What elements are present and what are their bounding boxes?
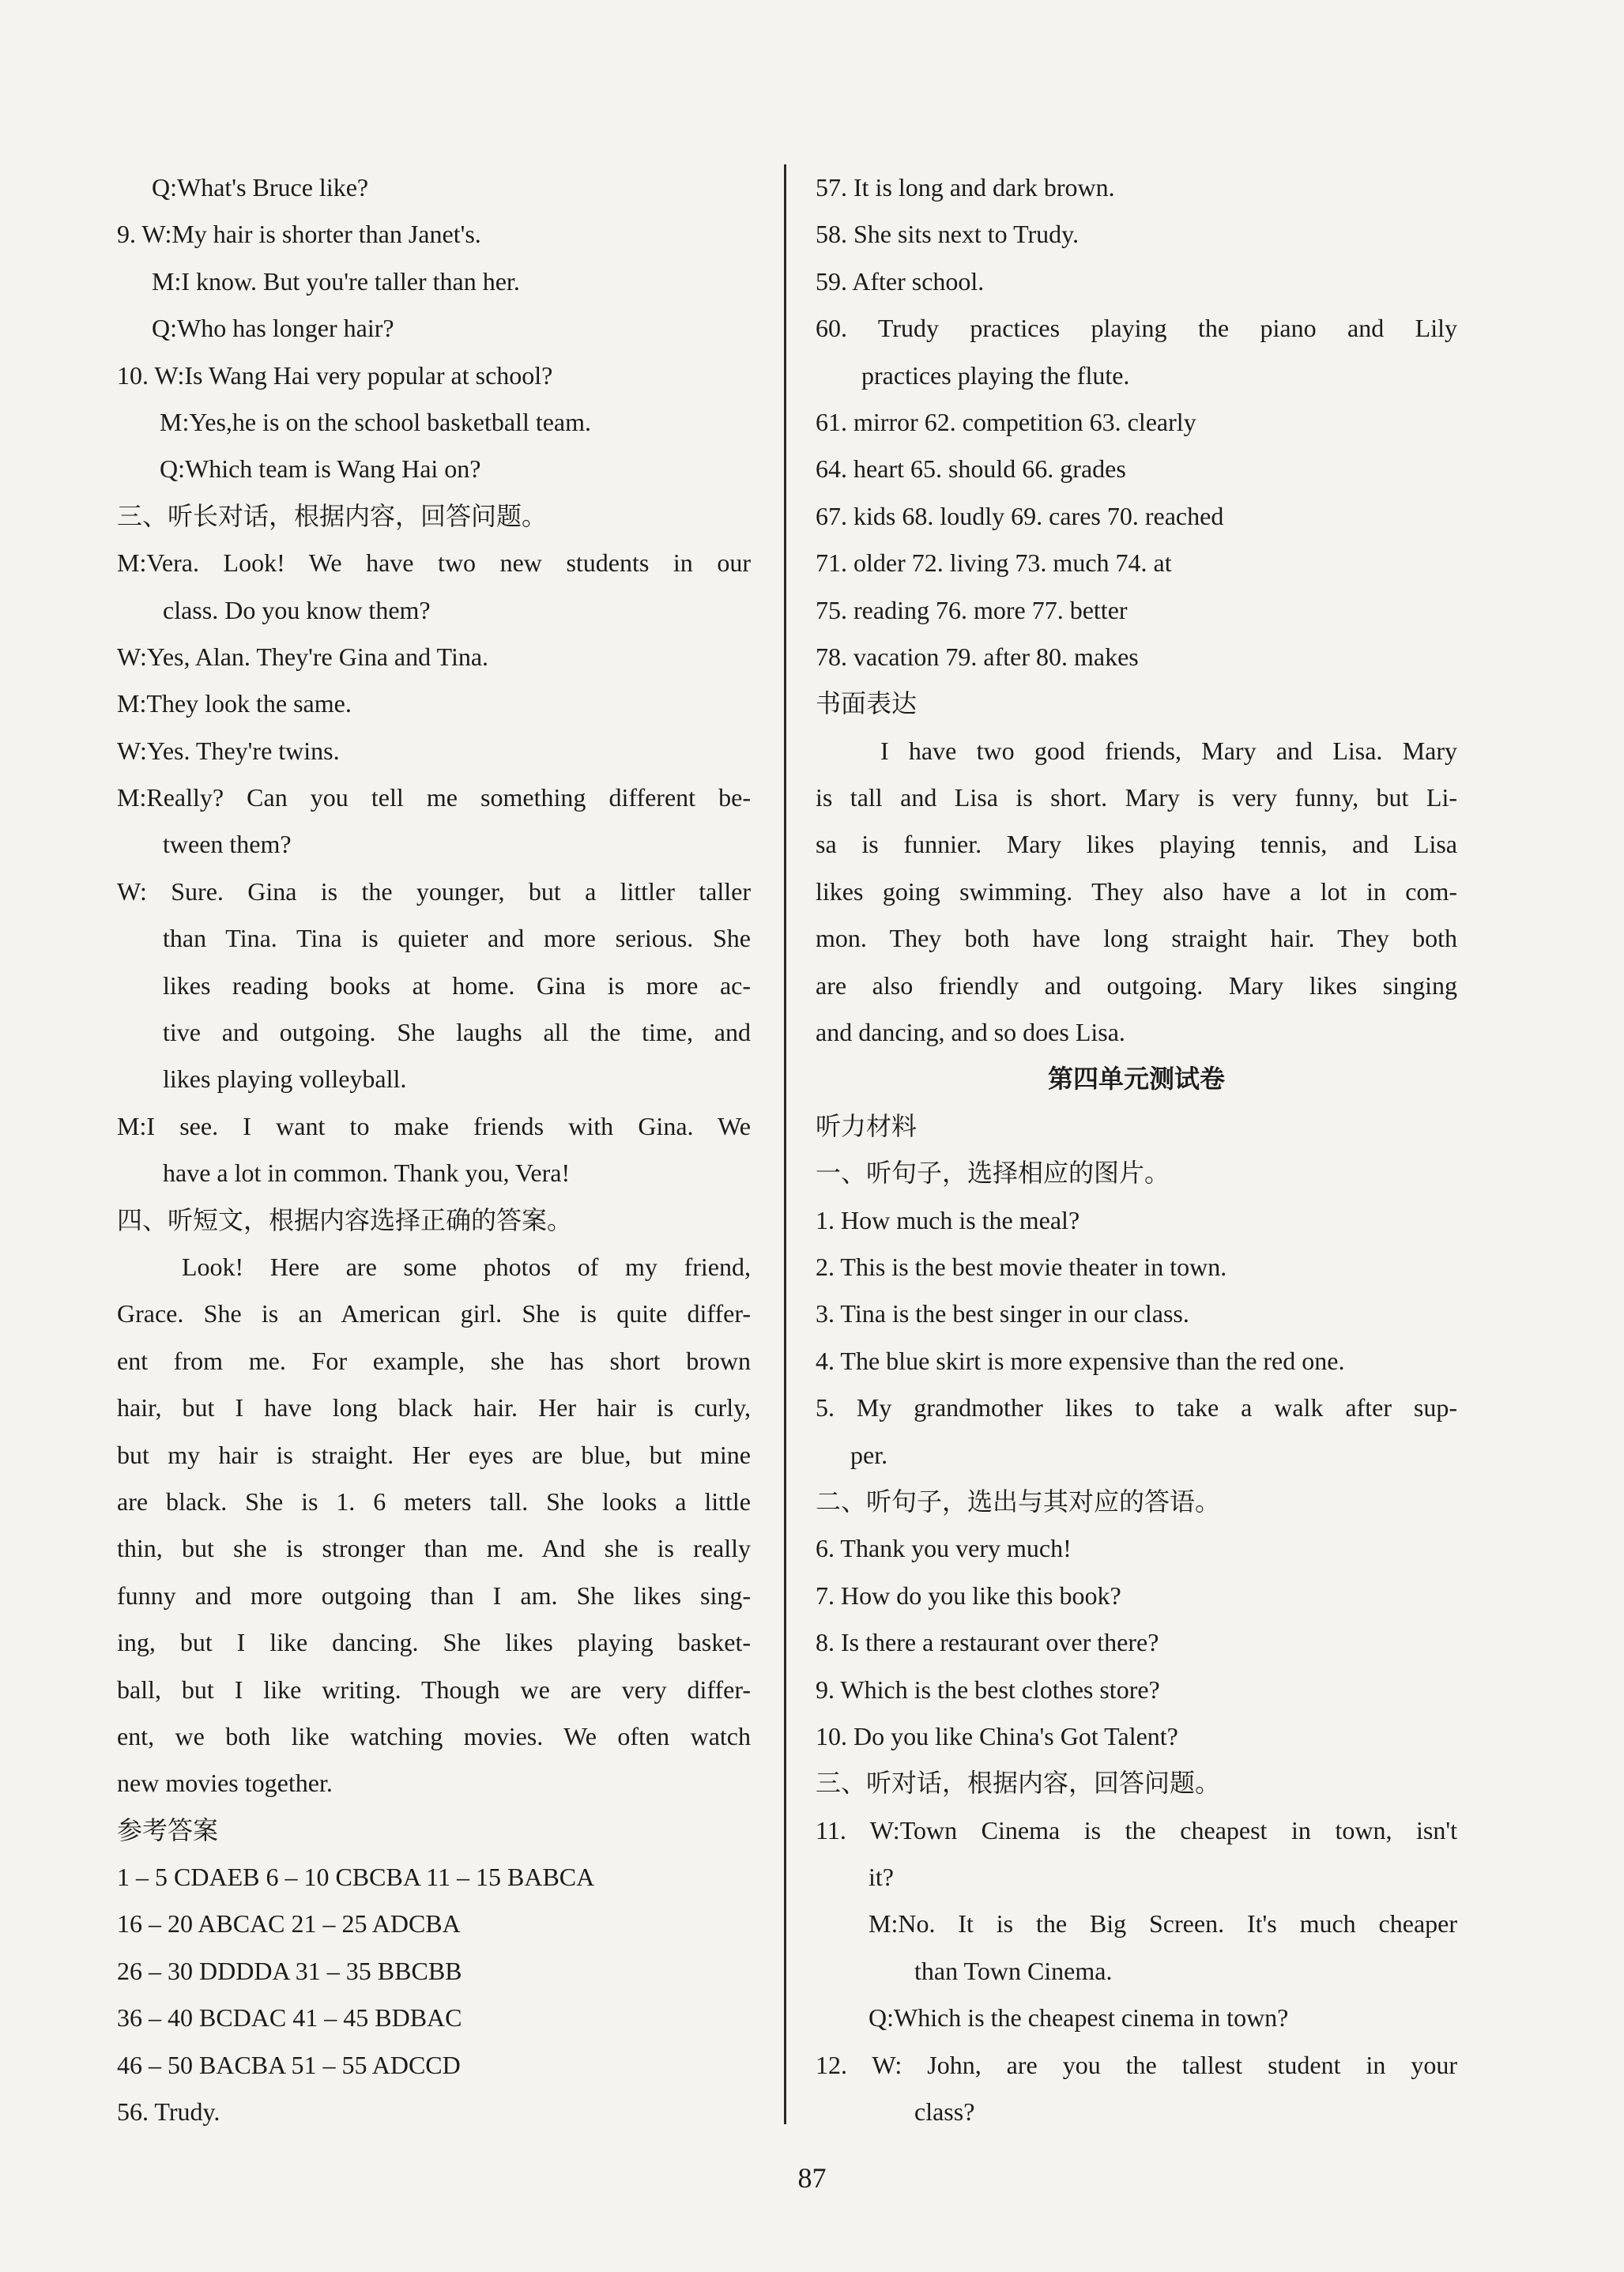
text-line: 6. Thank you very much! bbox=[816, 1534, 1072, 1563]
text-line: per. bbox=[850, 1440, 888, 1469]
text-line: W: Sure. Gina is the younger, but a littler taller bbox=[117, 876, 751, 906]
answer-line: 59. After school. bbox=[816, 266, 985, 296]
text-line: class? bbox=[914, 2097, 975, 2127]
answer-line: 36 – 40 BCDAC 41 – 45 BDBAC bbox=[117, 2003, 462, 2033]
text-line: Q:Which is the cheapest cinema in town? bbox=[869, 2003, 1289, 2033]
text-line: M:They look the same. bbox=[117, 689, 352, 718]
answer-line: 58. She sits next to Trudy. bbox=[816, 220, 1080, 249]
text-line: tween them? bbox=[163, 830, 292, 859]
unit-title: 第四单元测试卷 bbox=[1047, 1064, 1225, 1094]
answer-line: 67. kids 68. loudly 69. cares 70. reached bbox=[816, 501, 1224, 530]
text-line: likes playing volleyball. bbox=[163, 1064, 407, 1094]
text-line: ent from me. For example, she has short brown bbox=[117, 1346, 751, 1375]
text-line: M:No. It is the Big Screen. It's much cheaper bbox=[869, 1909, 1457, 1939]
answer-line: practices playing the flute. bbox=[861, 360, 1130, 390]
text-line: mon. They both have long straight hair. They both bbox=[816, 924, 1457, 953]
section-heading: 听力材料 bbox=[816, 1111, 918, 1140]
text-line: it? bbox=[869, 1863, 894, 1892]
section-heading: 三、听对话，根据内容，回答问题。 bbox=[816, 1769, 1221, 1798]
text-line: W:Yes, Alan. They're Gina and Tina. bbox=[117, 642, 489, 671]
section-heading: 二、听句子，选出与其对应的答语。 bbox=[816, 1486, 1221, 1516]
answer-line: 26 – 30 DDDDA 31 – 35 BBCBB bbox=[117, 1956, 462, 1985]
answer-line: 71. older 72. living 73. much 74. at bbox=[816, 548, 1172, 578]
section-heading: 参考答案 bbox=[117, 1815, 219, 1844]
text-line: sa is funnier. Mary likes playing tennis, and Lisa bbox=[816, 830, 1457, 859]
answer-line: 64. heart 65. should 66. grades bbox=[816, 454, 1126, 484]
answer-line: 56. Trudy. bbox=[117, 2097, 220, 2127]
answer-line: 61. mirror 62. competition 63. clearly bbox=[816, 407, 1196, 436]
text-line: new movies together. bbox=[117, 1769, 333, 1798]
text-line: M:Really? Can you tell me something different be- bbox=[117, 783, 751, 812]
text-line: tive and outgoing. She laughs all the time, and bbox=[163, 1018, 751, 1047]
text-line: 1. How much is the meal? bbox=[816, 1205, 1080, 1234]
answer-line: 60. Trudy practices playing the piano and Lily bbox=[816, 314, 1457, 343]
text-line: ing, but I like dancing. She likes playing basket- bbox=[117, 1628, 751, 1657]
text-line: have a lot in common. Thank you, Vera! bbox=[163, 1159, 571, 1188]
text-line: than Town Cinema. bbox=[914, 1956, 1113, 1985]
text-line: M:I see. I want to make friends with Gina. We bbox=[117, 1111, 751, 1140]
text-line: are also friendly and outgoing. Mary likes singing bbox=[816, 970, 1457, 1000]
section-heading: 四、听短文，根据内容选择正确的答案。 bbox=[117, 1205, 573, 1234]
section-heading: 三、听长对话，根据内容，回答问题。 bbox=[117, 501, 548, 530]
text-line: than Tina. Tina is quieter and more serious. She bbox=[163, 924, 751, 953]
text-line: Q:Which team is Wang Hai on? bbox=[160, 454, 481, 484]
text-line: 11. W:Town Cinema is the cheapest in town, isn't bbox=[816, 1815, 1457, 1844]
answer-line: 46 – 50 BACBA 51 – 55 ADCCD bbox=[117, 2050, 461, 2079]
text-line: Q:What's Bruce like? bbox=[152, 173, 369, 202]
answer-line: 75. reading 76. more 77. better bbox=[816, 595, 1128, 624]
text-line: thin, but she is stronger than me. And she is really bbox=[117, 1534, 751, 1563]
text-line: 2. This is the best movie theater in town. bbox=[816, 1252, 1227, 1281]
text-line: M:Vera. Look! We have two new students in our bbox=[117, 548, 751, 578]
text-line: 3. Tina is the best singer in our class. bbox=[816, 1299, 1189, 1328]
text-line: I have two good friends, Mary and Lisa. Mary bbox=[880, 736, 1457, 765]
section-heading: 一、听句子，选择相应的图片。 bbox=[816, 1159, 1170, 1188]
answer-line: 57. It is long and dark brown. bbox=[816, 173, 1115, 202]
text-line: 9. Which is the best clothes store? bbox=[816, 1675, 1160, 1704]
text-line: ball, but I like writing. Though we are very differ- bbox=[117, 1675, 751, 1704]
left-column bbox=[117, 164, 751, 2135]
text-line: M:I know. But you're taller than her. bbox=[152, 266, 520, 296]
text-line: likes going swimming. They also have a lot in com- bbox=[816, 876, 1457, 906]
text-line: are black. She is 1. 6 meters tall. She looks a little bbox=[117, 1486, 751, 1516]
text-line: ent, we both like watching movies. We often watch bbox=[117, 1721, 751, 1750]
text-line: class. Do you know them? bbox=[163, 595, 431, 624]
text-line: and dancing, and so does Lisa. bbox=[816, 1018, 1125, 1047]
section-heading: 书面表达 bbox=[816, 689, 918, 718]
page-number: 87 bbox=[797, 2162, 827, 2194]
text-line: 10. Do you like China's Got Talent? bbox=[816, 1721, 1178, 1750]
text-line: funny and more outgoing than I am. She likes sing- bbox=[117, 1581, 751, 1610]
right-column bbox=[816, 164, 1457, 2135]
text-line: W:Yes. They're twins. bbox=[117, 736, 340, 765]
answer-line: 78. vacation 79. after 80. makes bbox=[816, 642, 1139, 671]
text-line: 8. Is there a restaurant over there? bbox=[816, 1628, 1159, 1657]
text-line: Grace. She is an American girl. She is quite differ- bbox=[117, 1299, 751, 1328]
text-line: M:Yes,he is on the school basketball team. bbox=[160, 407, 592, 436]
text-line: likes reading books at home. Gina is more ac- bbox=[163, 970, 751, 1000]
answer-line: 1 – 5 CDAEB 6 – 10 CBCBA 11 – 15 BABCA bbox=[117, 1863, 595, 1892]
text-line: 7. How do you like this book? bbox=[816, 1581, 1121, 1610]
column-divider bbox=[784, 164, 786, 2124]
text-line: Q:Who has longer hair? bbox=[152, 314, 394, 343]
text-line: 5. My grandmother likes to take a walk after sup- bbox=[816, 1393, 1457, 1422]
text-line: 12. W: John, are you the tallest student in your bbox=[816, 2050, 1457, 2079]
text-line: hair, but I have long black hair. Her hair is curly, bbox=[117, 1393, 751, 1422]
text-line: 4. The blue skirt is more expensive than the red one. bbox=[816, 1346, 1345, 1375]
text-line: is tall and Lisa is short. Mary is very funny, but Li- bbox=[816, 783, 1457, 812]
answer-line: 16 – 20 ABCAC 21 – 25 ADCBA bbox=[117, 1909, 461, 1939]
text-line: Look! Here are some photos of my friend, bbox=[182, 1252, 751, 1281]
text-line: but my hair is straight. Her eyes are blue, but mine bbox=[117, 1440, 751, 1469]
text-line: 9. W:My hair is shorter than Janet's. bbox=[117, 220, 481, 249]
text-line: 10. W:Is Wang Hai very popular at school? bbox=[117, 360, 553, 390]
